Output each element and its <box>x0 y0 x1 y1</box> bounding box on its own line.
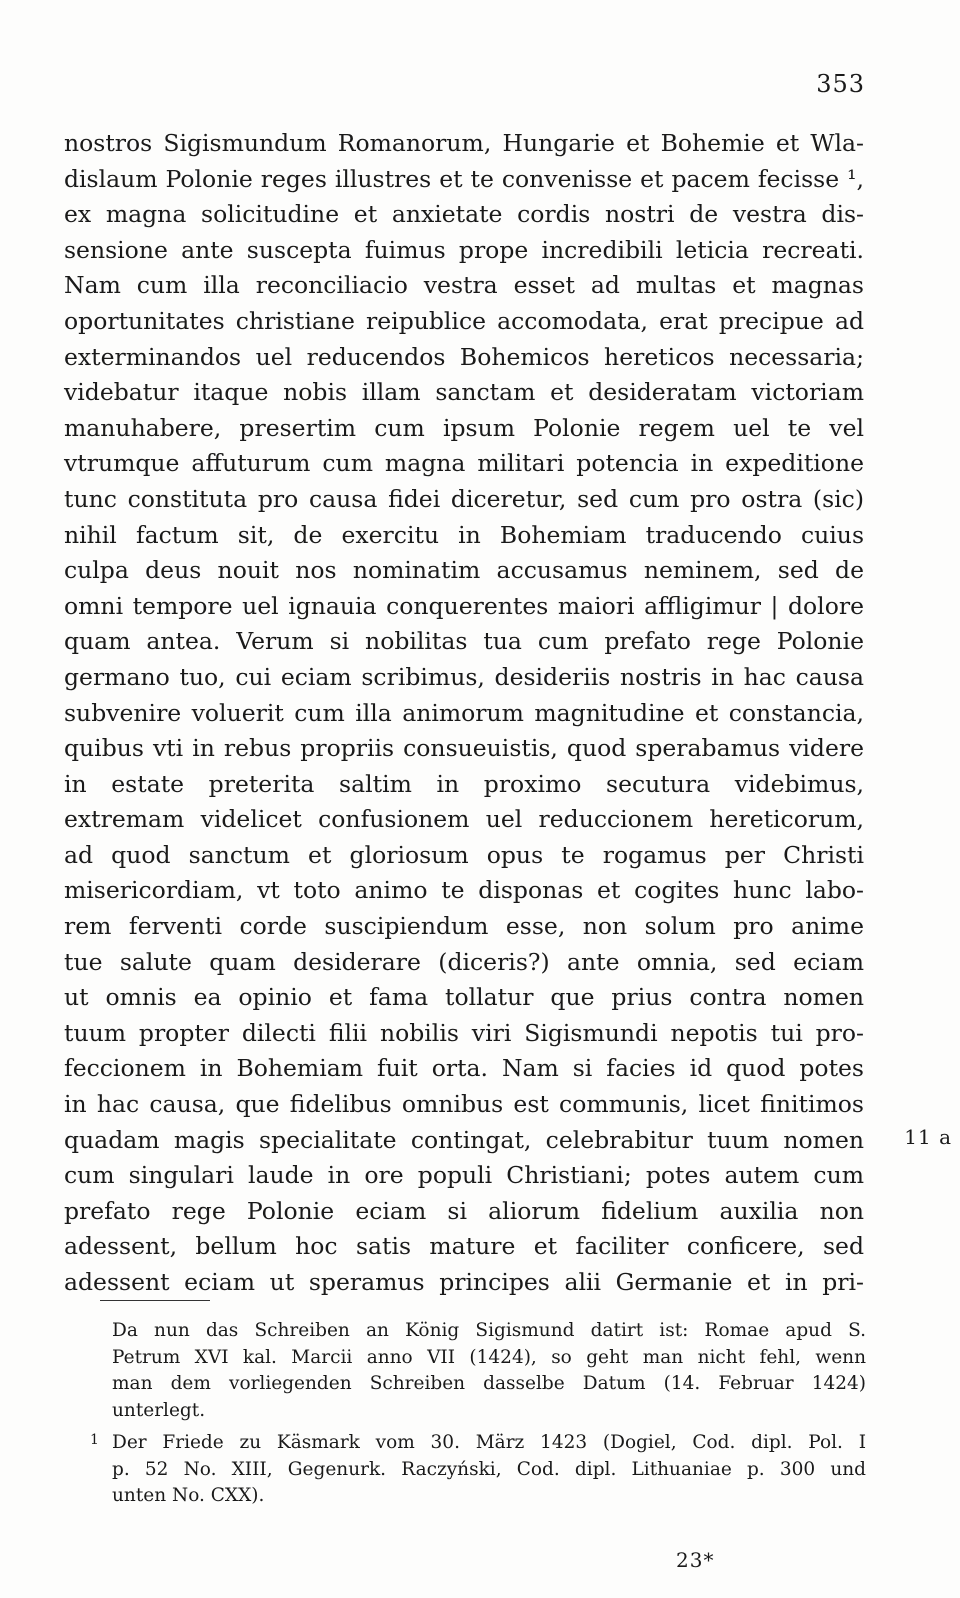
text-line: videbatur itaque nobis illam sanctam et desideratam victoriam <box>64 378 864 407</box>
text-line: tunc constituta pro causa fidei diceretur, sed cum pro ostra (sic) <box>64 484 864 513</box>
text-line: tue salute quam desiderare (diceris?) ante omnia, sed eciam <box>64 947 864 976</box>
text-line: germano tuo, cui eciam scribimus, desideriis nostris in hac causa <box>64 662 864 691</box>
text-line: feccionem in Bohemiam fuit orta. Nam si facies id quod potes <box>64 1054 864 1083</box>
margin-note: 11 a <box>904 1125 952 1149</box>
text-line: culpa deus nouit nos nominatim accusamus neminem, sed de <box>64 556 864 585</box>
footnote-line: Petrum XVI kal. Marcii anno VII (1424), so geht man nicht fehl, wenn <box>112 1346 866 1368</box>
text-line: omni tempore uel ignauia conquerentes maiori affligimur | dolore <box>64 591 864 620</box>
text-line: cum singulari laude in ore populi Christiani; potes autem cum <box>64 1161 864 1190</box>
footnote <box>86 1430 866 1510</box>
footnote-divider <box>100 1300 210 1301</box>
text-line: dislaum Polonie reges illustres et te convenisse et pacem fecisse ¹, <box>64 164 864 193</box>
footnote-line: man dem vorliegenden Schreiben dasselbe Datum (14. Februar 1424) <box>112 1373 866 1394</box>
footnote-line: Da nun das Schreiben an König Sigismund datirt ist: Romae apud S. <box>112 1320 866 1341</box>
text-line: adessent eciam ut speramus principes alii Germanie et in pri- <box>64 1268 864 1296</box>
signature-mark: 23* <box>676 1548 715 1572</box>
text-line: exterminandos uel reducendos Bohemicos hereticos necessaria; <box>64 342 864 371</box>
text-line: ex magna solicitudine et anxietate cordis nostri de vestra dis- <box>64 200 864 229</box>
footnote-line: unterlegt. <box>112 1399 206 1421</box>
text-line: tuum propter dilecti filii nobilis viri Sigismundi nepotis tui pro- <box>64 1018 864 1047</box>
text-line: nostros Sigismundum Romanorum, Hungarie et Bohemie et Wla- <box>64 129 864 157</box>
text-line: quadam magis specialitate contingat, celebrabitur tuum nomen <box>64 1125 864 1154</box>
text-line: in estate preterita saltim in proximo secutura videbimus, <box>64 769 864 798</box>
footnote-first-line <box>86 1430 866 1457</box>
text-line: misericordiam, vt toto animo te disponas et cogites hunc labo- <box>64 876 864 905</box>
text-line: oportunitates christiane reipublice accomodata, erat precipue ad <box>64 306 864 335</box>
text-line: prefato rege Polonie eciam si aliorum fidelium auxilia non <box>64 1196 864 1225</box>
text-line: ut omnis ea opinio et fama tollatur que prius contra nomen <box>64 983 864 1012</box>
text-line: manuhabere, presertim cum ipsum Polonie regem uel te vel <box>64 413 864 442</box>
text-line: in hac causa, que fidelibus omnibus est communis, licet finitimos <box>64 1090 864 1119</box>
text-line: extremam videlicet confusionem uel reduccionem hereticorum, <box>64 805 864 834</box>
footnote-line: unten No. CXX). <box>112 1485 265 1506</box>
text-line: ad quod sanctum et gloriosum opus te rogamus per Christi <box>64 840 864 869</box>
footnotes-block <box>86 1318 866 1510</box>
text-line: rem ferventi corde suscipiendum esse, non solum pro anime <box>64 912 864 941</box>
text-line: quam antea. Verum si nobilitas tua cum prefato rege Polonie <box>64 627 864 656</box>
text-line: adessent, bellum hoc satis mature et faciliter conficere, sed <box>64 1232 864 1261</box>
text-line: sensione ante suscepta fuimus prope incredibili leticia recreati. <box>64 235 864 264</box>
footnote-line: p. 52 No. XIII, Gegenurk. Raczyński, Cod. dipl. Lithuaniae p. 300 und <box>112 1458 866 1480</box>
main-text-block <box>64 126 864 1301</box>
footnote-marker: 1 <box>90 1432 99 1448</box>
footnote-line: Der Friede zu Käsmark vom 30. März 1423 (Dogiel, Cod. dipl. Pol. I <box>112 1432 866 1453</box>
text-line: nihil factum sit, de exercitu in Bohemiam traducendo cuius <box>64 520 864 549</box>
footnote <box>86 1318 866 1424</box>
text-line: subvenire voluerit cum illa animorum magnitudine et constancia, <box>64 698 864 727</box>
text-line: vtrumque affuturum cum magna militari potencia in expeditione <box>64 449 864 478</box>
text-line: Nam cum illa reconciliacio vestra esset ad multas et magnas <box>64 271 864 300</box>
text-line: quibus vti in rebus propriis consueuistis, quod sperabamus videre <box>64 734 864 763</box>
page-number: 353 <box>816 70 865 98</box>
